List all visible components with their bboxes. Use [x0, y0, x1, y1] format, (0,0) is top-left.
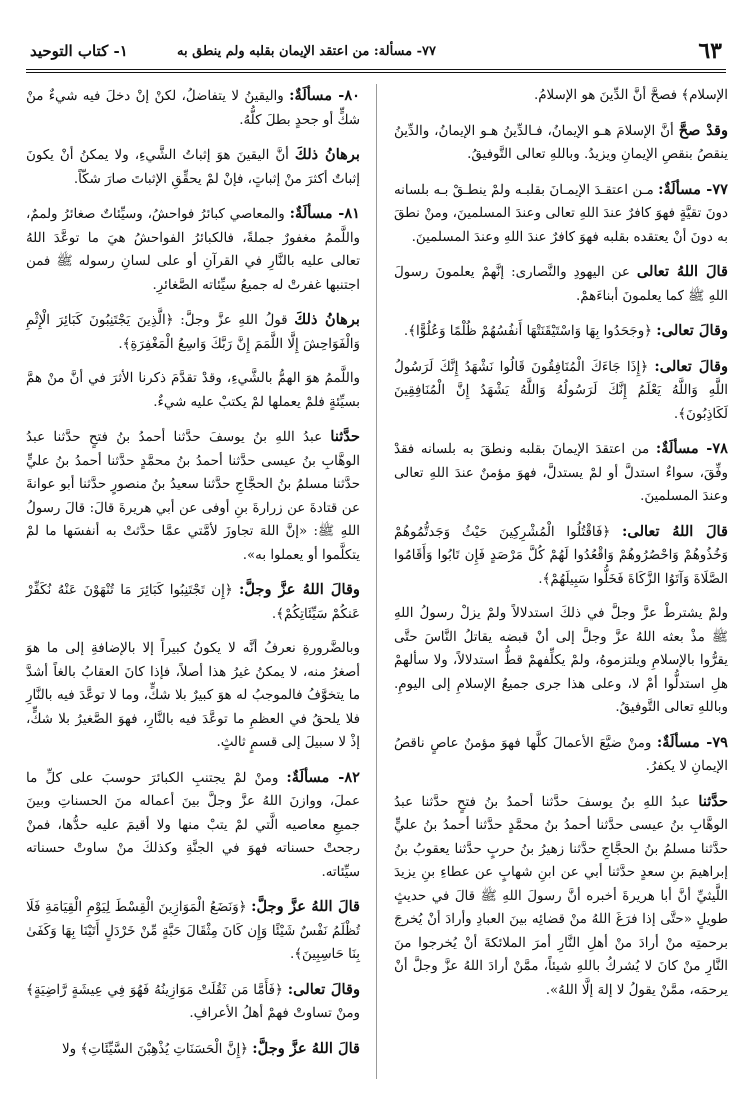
paragraph-text: عن اليهودِ والنَّصارى: إنَّهمْ يعلمونَ رسولَ اللهِ ﷺ كما يعلمونَ أبناءَهمْ.	[394, 265, 728, 304]
paragraph-text: ﴿فَاقْتُلُوا الْمُشْرِكِينَ حَيْثُ وَجَدتُّمُوهُمْ وَخُذُوهُمْ وَاحْصُرُوهُمْ وَاقْعُدُوا لَهُمْ كُلَّ مَرْصَدٍ فَإِن تَابُوا وَأَقَامُوا الصَّلَاةَ وَآتَوُا الزَّكَاةَ فَخَلُّوا سَبِيلَهُمْ﴾.	[394, 524, 728, 587]
paragraph	[394, 319, 728, 344]
paragraph-lead: وقالَ تعالى:	[287, 980, 360, 998]
paragraph-lead: حدَّثنا	[330, 428, 360, 445]
paragraph-text: وبالضَّرورةِ نعرفُ أنَّه لا يكونُ كبيراً إلا بالإضافةِ إلى ما هوَ أصغرُ منه، لا يمكنُ غيرُ هذا أصلاً، فإذا كانَ العقابُ بالغاً أشدَّ ما يتخوَّفُ فالموجبُ له هوَ كبيرٌ بلا شكٍّ، وما لا توعَّدَ فيه بالنَّارِ فلا يلحقُ في العظمِ ما توعَّدَ فيه بالنَّارِ، فهوَ الصَّغيرُ بلا شكٍّ، إذْ لا سبيلَ إلى قسمٍ ثالثٍ.	[26, 641, 360, 750]
paragraph	[26, 637, 360, 755]
paragraph-lead: قالَ اللهُ عزَّ وجلَّ:	[252, 1039, 360, 1057]
paragraph-text: ولمْ يشترطْ عزَّ وجلَّ في ذلكَ استدلالاً ولمْ يزلْ رسولُ اللهِ ﷺ مذْ بعثه اللهُ عزَّ وجلَّ إلى أنْ قبضه يقاتلُ النَّاسَ حتَّى يقرُّوا بالإسلامِ ويلتزموهُ، ولمْ يكلِّفهمْ قطُّ استدلالاً، ولا سألهمْ هلِ استدلُّوا أمْ لا، وعلى هذا جرى جميعُ الإسلامِ إلى اليومِ. وباللهِ تعالى التَّوفيقُ.	[394, 606, 728, 715]
paragraph-lead: حدَّثنا	[698, 792, 728, 810]
paragraph	[26, 202, 360, 297]
paragraph-text: ﴿إِذَا جَاءَكَ الْمُنَافِقُونَ قَالُوا نَشْهَدُ إِنَّكَ لَرَسُولُ اللَّهِ وَاللَّهُ يَعْلَمُ إِنَّكَ لَرَسُولُهُ وَاللَّهُ يَشْهَدُ إِنَّ الْمُنَافِقِينَ لَكَاذِبُونَ﴾.	[394, 359, 728, 422]
paragraph-text: أنَّ الإسلامَ هـو الإيمانُ، فـالدِّينُ هـو الإيمانُ، والدِّينُ ينقصُ بنقصِ الإيمانِ ويزيدُ. وباللهِ تعالى التَّوفيقُ.	[394, 123, 728, 162]
paragraph	[394, 260, 728, 308]
column-divider	[376, 84, 377, 1079]
paragraph-text: ﴿إِنَّ الْحَسَنَاتِ يُذْهِبْنَ السَّيِّئَاتِ﴾ ولا	[61, 1041, 249, 1057]
paragraph-lead: ٨٠- مسألَةٌ:	[289, 87, 360, 104]
paragraph-lead: قالَ اللهُ عزَّ وجلَّ:	[251, 898, 361, 915]
paragraph	[26, 84, 360, 132]
paragraph-lead: ٧٧- مسألَةٌ:	[658, 180, 728, 198]
paragraph-text: واليقينُ لا يتفاضلُ، لكنْ إنْ دخلَ فيه شيءٌ منْ شكٍّ أو جحدٍ بطلَ كلُّهُ.	[26, 89, 360, 128]
page-number: ٦٣	[698, 38, 722, 64]
paragraph-text: عبدُ اللهِ بنُ يوسفَ حدَّثنا أحمدُ بنُ فتحٍ حدَّثنا عبدُ الوهَّابِ بنُ عيسى حدَّثنا أحمدُ بنُ محمَّدٍ حدَّثنا أحمدُ بنُ عليٍّ حدَّثنا مسلمُ بنُ الحجَّاجِ حدَّثنا زهيرُ بنُ حربٍ حدَّثنا يعقوبُ بنُ إبراهيمَ بنِ سعدٍ حدَّثنا أبي عن ابنِ شهابٍ عن عطاءِ بنِ يزيدَ اللَّيثيِّ أنَّ أبا هريرةَ أخبره أنَّ رسولَ اللهِ ﷺ قالَ في حديثٍ طويلٍ «حتَّى إذا فرَغَ اللهُ منْ قضائِه بينَ العبادِ وأرادَ أنْ يُخرجَ برحمتِه منْ أرادَ منْ أهلِ النَّارِ أمرَ الملائكةَ أنْ يُخرجوا منَ النَّارِ منْ كانَ لا يُشركُ باللهِ شيئاً، ممَّنْ أرادَ اللهُ عزَّ وجلَّ أنْ يرحمَه، ممَّنْ يقولُ لا إلهَ إلَّا اللهُ».	[394, 794, 728, 998]
paragraph-text: واللَّممُ هوَ الهمُّ بالشَّيءِ، وقدْ تقدَّمَ ذكرنا الأثرَ في أنَّ منْ همَّ بسيِّئةٍ فلمْ يعملها لمْ يكتبْ عليه شيءٌ.	[26, 371, 360, 410]
paragraph-lead: برهانُ ذلكَ	[294, 146, 360, 163]
paragraph	[26, 367, 360, 414]
paragraph-text: ﴿إِن تَجْتَنِبُوا كَبَائِرَ مَا تُنْهَوْنَ عَنْهُ نُكَفِّرْ عَنكُمْ سَيِّئَاتِكُمْ﴾.	[26, 583, 360, 622]
paragraph-lead: قالَ اللهُ تعالى:	[622, 522, 728, 540]
book-title: ١- كتاب التوحيد	[30, 42, 128, 60]
paragraph	[26, 766, 360, 885]
running-title: ٧٧- مسألة: من اعتقد الإيمان بقلبه ولم ينطق به	[177, 44, 436, 59]
paragraph-text: ومنْ ضيَّعَ الأعمالَ كلَّها فهوَ مؤمنٌ عاصٍ ناقصُ الإيمانِ لا يكفرُ.	[394, 735, 728, 774]
paragraph	[394, 178, 728, 250]
paragraph-text: ﴿فَأَمَّا مَن ثَقُلَتْ مَوَازِينُهُ فَهُوَ فِي عِيشَةٍ رَّاضِيَةٍ﴾ ومنْ تساوتْ فهمْ أهلُ الأعرافِ.	[26, 982, 360, 1021]
paragraph	[394, 355, 728, 427]
paragraph	[394, 119, 728, 167]
paragraph-lead: برهانُ ذلكَ	[294, 311, 360, 328]
paragraph-lead: وقدْ صحَّ	[678, 121, 728, 139]
paragraph	[26, 425, 360, 567]
paragraph	[26, 578, 360, 626]
paragraph	[394, 520, 728, 592]
paragraph-lead: ٧٨- مسألَةٌ:	[655, 440, 729, 457]
header-rule-thin	[26, 72, 726, 73]
paragraph-lead: ٨١- مسألَةٌ:	[289, 205, 361, 222]
paragraph	[26, 1037, 360, 1062]
paragraph	[394, 790, 728, 1003]
paragraph	[26, 143, 360, 191]
paragraph	[26, 308, 360, 356]
paragraph-lead: قالَ اللهُ تعالى	[636, 263, 728, 280]
page-header	[26, 38, 726, 68]
paragraph-lead: وقالَ اللهُ عزَّ وجلَّ:	[238, 581, 360, 598]
paragraph-text: ﴿وجَحَدُوا بِهَا وَاسْتَيْقَنَتْهَا أَنفُسُهُمْ ظُلْمًا وَعُلُوًّا﴾.	[403, 324, 653, 339]
paragraph-text: ومنْ لمْ يجتنبِ الكبائرَ حوسبَ على كلِّ ما عملَ، ووازنَ اللهُ عزَّ وجلَّ بينَ أعماله منَ الحسناتِ وبينَ جميعِ معاصيه الَّتي لمْ يتبْ منها ولا أقيمَ عليه حدُّها، فمنْ رجحتْ حسناته فهوَ في الجنَّةِ وكذلكَ منْ ساوتْ حسناته سيِّئاته.	[26, 770, 360, 880]
paragraph-lead: وقالَ تعالى:	[656, 322, 728, 339]
paragraph-text: ﴿وَنَضَعُ الْمَوَازِينَ الْقِسْطَ لِيَوْمِ الْقِيَامَةِ فَلَا تُظْلَمُ نَفْسٌ شَيْئًا وَإِن كَانَ مِثْقَالَ حَبَّةٍ مِّنْ خَرْدَلٍ أَتَيْنَا بِهَا وَكَفَىٰ بِنَا حَاسِبِينَ﴾.	[26, 900, 360, 962]
paragraph	[394, 731, 728, 779]
paragraph-text: من اعتقدَ الإيمانَ بقلبه ونطقَ به بلسانه فقدْ وفِّقَ، سواءٌ استدلَّ أو لمْ يستدلَّ، فهوَ مؤمنٌ عندَ اللهِ تعالى وعندَ المسلمينَ.	[394, 442, 728, 504]
paragraph	[394, 602, 728, 720]
paragraph	[394, 84, 728, 108]
paragraph-text: والمعاصي كبائرُ فواحشُ، وسيِّئاتٌ صغائرُ ولممٌ، واللَّممُ مغفورٌ جملةً، فالكبائرُ الفواحشُ هيَ ما توعَّدَ اللهُ تعالى عليه بالنَّارِ في القرآنِ أو على لسانِ رسوله ﷺ فمن اجتنبها غفرتْ له جميعُ سيِّئاته الصَّغائرِ.	[26, 207, 360, 293]
paragraph	[26, 895, 360, 967]
paragraph-text: مـن اعتقـدَ الإيمـانَ بقلبـه ولمْ ينطـقْ بـه بلسانه دونَ تقيَّةٍ فهوَ كافرٌ عندَ اللهِ تعالى وعندَ المسلمينَ، ومنْ نطقَ به دونَ أنْ يعتقده بقلبه فهوَ كافرٌ عندَ اللهِ وعندَ المسلمينَ.	[394, 182, 728, 245]
paragraph	[26, 978, 360, 1026]
right-column	[394, 84, 728, 1084]
paragraph-lead: ٨٢- مسألَةٌ:	[286, 768, 360, 786]
paragraph-text: قولُ اللهِ عزَّ وجلَّ: ﴿الَّذِينَ يَجْتَنِبُونَ كَبَائِرَ الْإِثْمِ وَالْفَوَاحِشَ إِلَّا اللَّمَمَ إِنَّ رَبَّكَ وَاسِعُ الْمَغْفِرَةِ﴾.	[26, 313, 360, 352]
paragraph-text: الإسلام﴾ فصحَّ أنَّ الدِّينَ هو الإسلامُ.	[533, 88, 728, 103]
paragraph-text: عبدُ اللهِ بنُ يوسفَ حدَّثنا أحمدُ بنُ فتحٍ حدَّثنا عبدُ الوهَّابِ بنُ عيسى حدَّثنا أحمدُ بنُ محمَّدٍ حدَّثنا أحمدُ بنُ عليٍّ حدَّثنا مسلمُ بنُ الحجَّاجِ حدَّثنا سعيدُ بنُ منصورٍ حدَّثنا أبو عوانةَ عن قتادةَ عن زرارةَ بنِ أوفى عن أبي هريرةَ قالَ: قالَ رسولُ اللهِ ﷺ: «إنَّ اللهَ تجاوزَ لأمَّتي عمَّا حدَّثتْ به أنفسَها ما لمْ يتكلَّموا أو يعملوا به».	[26, 430, 360, 563]
paragraph-lead: وقالَ تعالى:	[654, 357, 728, 375]
paragraph	[394, 437, 728, 509]
left-column	[26, 84, 360, 1084]
header-rule	[26, 69, 726, 70]
paragraph-lead: ٧٩- مسألَةٌ:	[656, 733, 728, 751]
paragraph-text: أنَّ اليقينَ هوَ إثباتُ الشَّيءِ، ولا يمكنُ أنْ يكونَ إثباتٌ أكثرَ منْ إثباتٍ، فإنْ لمْ يحقِّقِ الإثباتَ صارَ شكّاً.	[26, 148, 360, 187]
